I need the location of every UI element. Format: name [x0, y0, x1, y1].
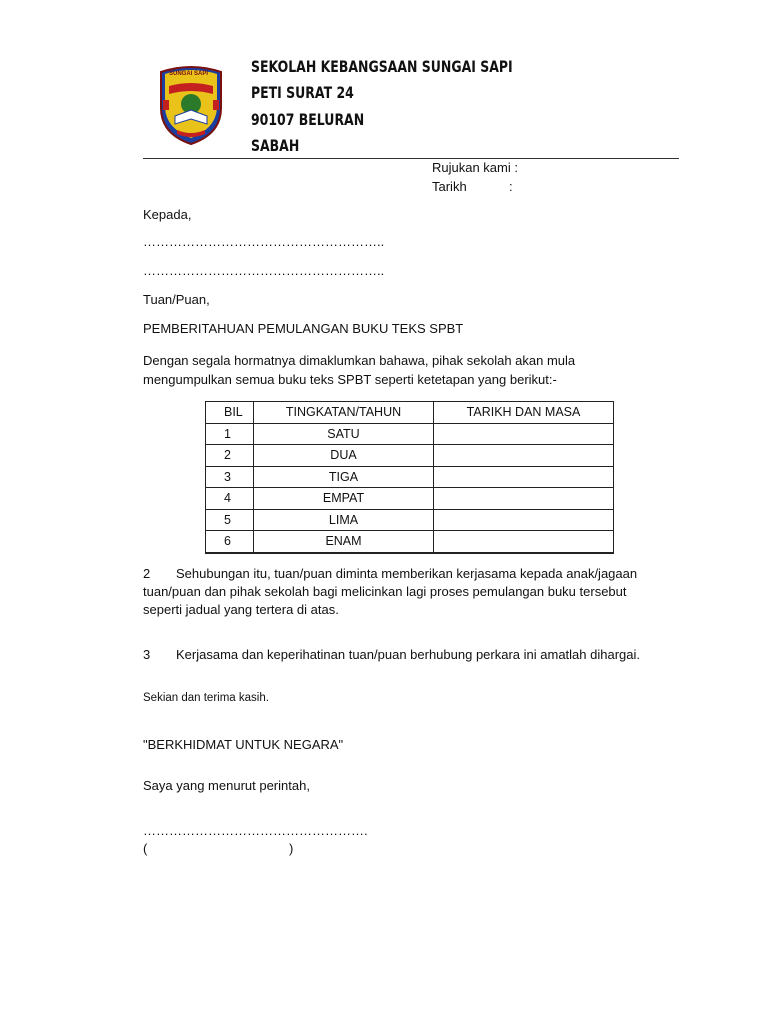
para2-line-2: tuan/puan dan pihak sekolah bagi melicinkan lagi proses pemulangan buku tersebut [143, 584, 627, 599]
intro-line-1: Dengan segala hormatnya dimaklumkan bahawa, pihak sekolah akan mula [143, 353, 576, 368]
col-header-tarikh: TARIKH DAN MASA [434, 402, 614, 424]
date-label: Tarikh [432, 179, 467, 194]
cell-tarikh [434, 531, 614, 553]
date-colon: : [509, 179, 513, 194]
table-row [206, 445, 614, 467]
intro-line-2: mengumpulkan semua buku teks SPBT seperti ketetapan yang berikut:- [143, 372, 557, 387]
address-line-1: ……………………………………………….. [143, 234, 385, 249]
para2-number: 2 [143, 566, 151, 581]
thanks: Sekian dan terima kasih. [143, 692, 269, 704]
cell-bil: 1 [206, 423, 254, 445]
cell-bil: 4 [206, 488, 254, 510]
subject: PEMBERITAHUAN PEMULANGAN BUKU TEKS SPBT [143, 321, 464, 336]
state: SABAH [251, 136, 300, 155]
cell-bil: 5 [206, 509, 254, 531]
address-line-2: ……………………………………………….. [143, 263, 385, 278]
cell-tarikh [434, 466, 614, 488]
cell-tingkatan: EMPAT [254, 488, 434, 510]
para3-number: 3 [143, 647, 151, 662]
table-header-row [206, 402, 614, 424]
cell-bil: 3 [206, 466, 254, 488]
salutation: Tuan/Puan, [143, 292, 210, 307]
cell-tingkatan: LIMA [254, 509, 434, 531]
name-open-paren: ( [143, 841, 148, 856]
table-row [206, 531, 614, 553]
cell-tarikh [434, 423, 614, 445]
cell-tingkatan: ENAM [254, 531, 434, 553]
ref-label: Rujukan kami : [432, 160, 518, 175]
table-row [206, 488, 614, 510]
motto: "BERKHIDMAT UNTUK NEGARA" [143, 737, 344, 752]
header-divider [143, 158, 679, 159]
cell-tingkatan: DUA [254, 445, 434, 467]
cell-bil: 6 [206, 531, 254, 553]
cell-tingkatan: TIGA [254, 466, 434, 488]
po-box: PETI SURAT 24 [251, 83, 354, 102]
cell-tarikh [434, 445, 614, 467]
table-row [206, 466, 614, 488]
school-name: SEKOLAH KEBANGSAAN SUNGAI SAPI [251, 57, 513, 76]
signoff: Saya yang menurut perintah, [143, 778, 310, 793]
signature-line: ……………………………………………. [143, 823, 368, 838]
col-header-tingkatan: TINGKATAN/TAHUN [254, 402, 434, 424]
to-label: Kepada, [143, 207, 192, 222]
col-header-bil: BIL [206, 402, 254, 424]
cell-tarikh [434, 488, 614, 510]
collection-schedule-table [205, 401, 614, 554]
name-close-paren: ) [289, 841, 294, 856]
logo-top-text: SUNGAI SAPI [169, 71, 209, 77]
cell-tingkatan: SATU [254, 423, 434, 445]
school-crest-icon [155, 64, 227, 146]
table-row [206, 509, 614, 531]
cell-tarikh [434, 509, 614, 531]
para2-line-3: seperti jadual yang tertera di atas. [143, 602, 339, 617]
postcode-town: 90107 BELURAN [251, 110, 365, 129]
table-row [206, 423, 614, 445]
para3-text: Kerjasama dan keperihatinan tuan/puan berhubung perkara ini amatlah dihargai. [176, 647, 640, 662]
para2-line-1: Sehubungan itu, tuan/puan diminta memberikan kerjasama kepada anak/jagaan [176, 566, 638, 581]
cell-bil: 2 [206, 445, 254, 467]
